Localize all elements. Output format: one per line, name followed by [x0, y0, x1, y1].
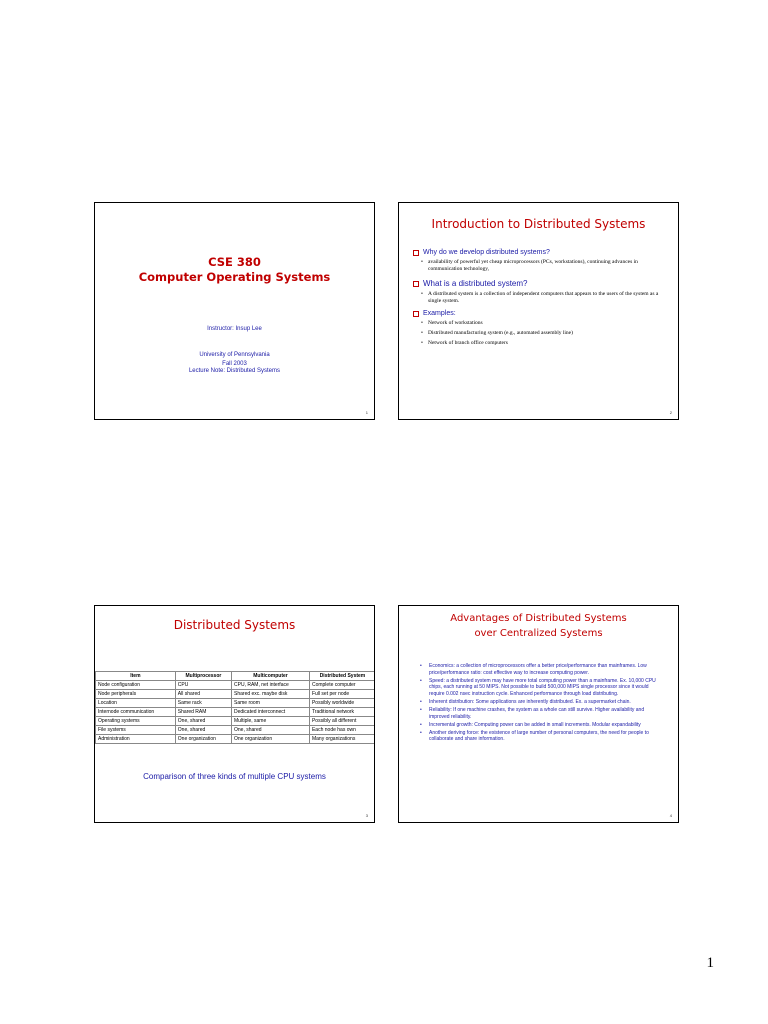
table-row [96, 717, 376, 726]
bullet-item: • Speed: a distributed system may have more total computing power than a mainframe. Ex. 10,000 CPU chips, each running at 50 MIPS. Not possible to build 500,000 MIPS single processor since it would require 0.002 nsec instruction cycle. Enhanced performance through load distributing. [417, 678, 662, 698]
slide-number: 2 [669, 410, 672, 415]
table-cell: Internode communication [96, 708, 176, 717]
slide-3 [94, 605, 375, 823]
slide-3-title: Distributed Systems [173, 618, 296, 632]
table-cell: Possibly worldwide [309, 699, 375, 708]
table-cell: One, shared [175, 717, 231, 726]
table-cell: Same room [232, 699, 310, 708]
slide-1 [94, 202, 375, 420]
bullet-item: • Inherent distribution: Some applications are inherently distributed. Ex. a supermarket chain. [417, 699, 662, 706]
table-cell: Location [96, 699, 176, 708]
table-cell: One organization [232, 735, 310, 744]
table-cell: Many organizations [309, 735, 375, 744]
table-cell: Node configuration [96, 681, 176, 690]
column-header: Distributed System [309, 672, 375, 681]
slide-number: 4 [669, 813, 672, 818]
table-row [96, 726, 376, 735]
table-cell: CPU, RAM, net interface [232, 681, 310, 690]
question-what: What is a distributed system? [413, 279, 670, 289]
university-label: University of Pennsylvania [199, 352, 270, 358]
table-cell: Possibly all different [309, 717, 375, 726]
page-number: 1 [706, 955, 714, 971]
slide-4 [398, 605, 679, 823]
table-cell: Traditional network [309, 708, 375, 717]
slide-number: 1 [365, 410, 368, 415]
course-name: Computer Operating Systems [138, 270, 331, 284]
instructor-label: Instructor: Insup Lee [207, 326, 262, 332]
table-cell: Node peripherals [96, 690, 176, 699]
table-cell: All shared [175, 690, 231, 699]
bullet-item: • Another deriving force: the existence of large number of personal computers, the need for people to collaborate and share information. [417, 730, 662, 743]
table-cell: Shared exc. maybe disk [232, 690, 310, 699]
square-bullet-icon [413, 311, 419, 317]
course-code: CSE 380 [208, 255, 261, 269]
bullet-item: • Network of branch office computers [413, 340, 670, 347]
table-cell: Administration [96, 735, 176, 744]
question-why: Why do we develop distributed systems? [413, 248, 670, 257]
comparison-table [95, 671, 375, 744]
table-row [96, 735, 376, 744]
table-cell: Full set per node [309, 690, 375, 699]
term-label: Fall 2003 [222, 361, 247, 367]
bullet-item: • Reliability: If one machine crashes, the system as a whole can still survive. Higher availability and improved reliability. [417, 707, 662, 720]
slide-2 [398, 202, 679, 420]
table-cell: Operating systems [96, 717, 176, 726]
table-cell: CPU [175, 681, 231, 690]
table-header-row [96, 672, 376, 681]
table-caption: Comparison of three kinds of multiple CPU systems [143, 772, 326, 781]
slide-number: 3 [365, 813, 368, 818]
column-header: Item [96, 672, 176, 681]
slide-1-title [95, 255, 374, 285]
bullet-item: • Distributed manufacturing system (e.g., automated assembly line) [413, 330, 670, 337]
question-examples: Examples: [413, 309, 670, 318]
slide-2-title: Introduction to Distributed Systems [431, 217, 646, 231]
slide-2-body [413, 248, 670, 348]
table-cell: Same rack [175, 699, 231, 708]
square-bullet-icon [413, 281, 419, 287]
bullet-item: • Incremental growth: Computing power can be added in small increments. Modular expandability [417, 722, 662, 729]
table-row [96, 699, 376, 708]
slide-4-title: Advantages of Distributed Systems over Centralized Systems [450, 613, 627, 639]
table-cell: Each node has own [309, 726, 375, 735]
table-cell: One organization [175, 735, 231, 744]
table-cell: One, shared [232, 726, 310, 735]
table-cell: Dedicated interconnect [232, 708, 310, 717]
lecture-label: Lecture Note: Distributed Systems [188, 368, 281, 374]
bullet-item: • A distributed system is a collection of independent computers that appears to the users of the system as a single system. [413, 291, 670, 305]
table-cell: File systems [96, 726, 176, 735]
table-row [96, 681, 376, 690]
table-cell: Complete computer [309, 681, 375, 690]
column-header: Multicomputer [232, 672, 310, 681]
slide-4-body [417, 663, 662, 745]
table-cell: One, shared [175, 726, 231, 735]
square-bullet-icon [413, 250, 419, 256]
table-cell: Shared RAM [175, 708, 231, 717]
bullet-item: • availability of powerful yet cheap microprocessors (PCs, workstations), continuing advances in communication technology, [413, 259, 670, 273]
bullet-item: • Economics: a collection of microprocessors offer a better price/performance than mainframes. Low price/performance ratio: cost effective way to increase computing power. [417, 663, 662, 676]
column-header: Multiprocessor [175, 672, 231, 681]
table-cell: Multiple, same [232, 717, 310, 726]
table-row [96, 708, 376, 717]
table-row [96, 690, 376, 699]
bullet-item: • Network of workstations [413, 320, 670, 327]
